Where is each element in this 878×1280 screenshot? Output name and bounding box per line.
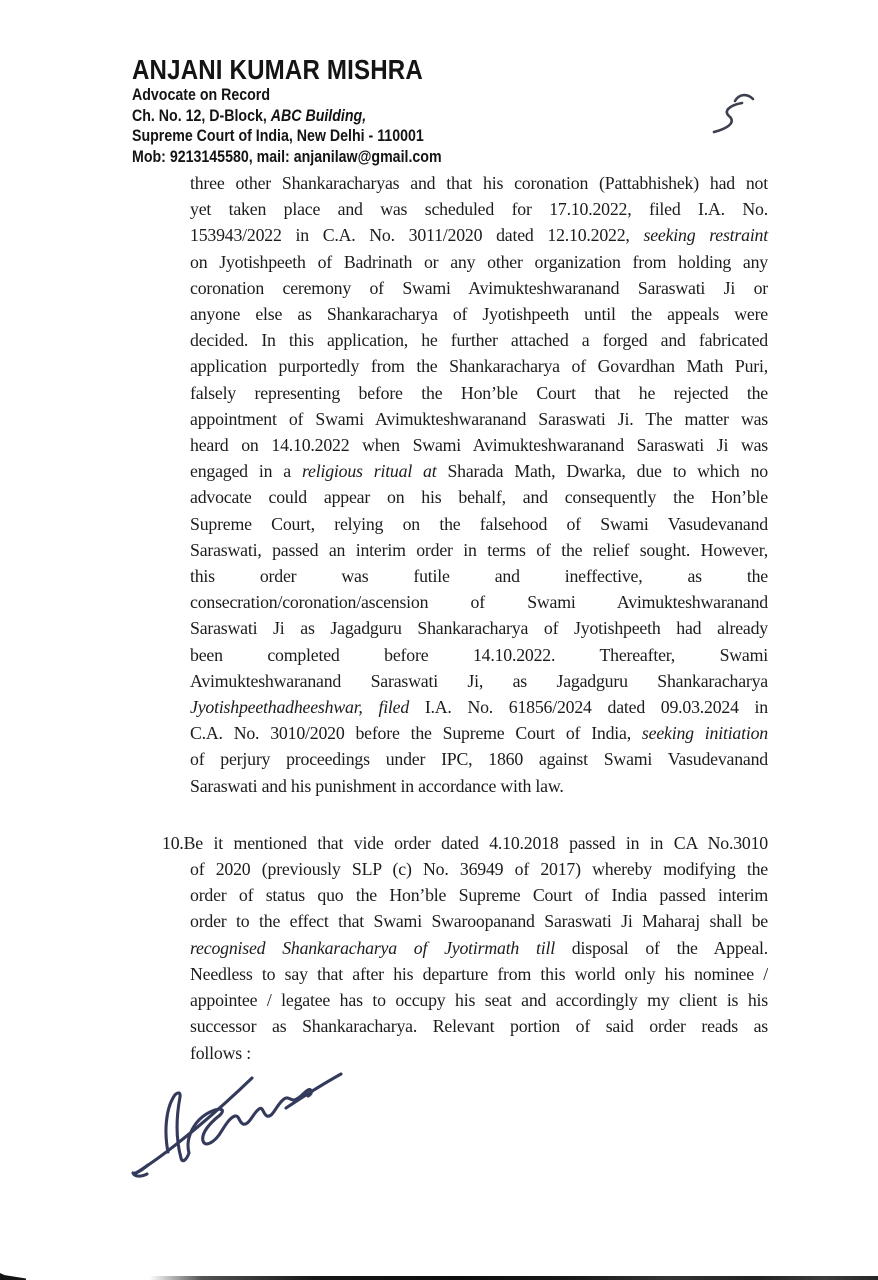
scan-edge-artifact (0, 1276, 878, 1280)
text-line: Jyotishpeethadheeshwar, filed I.A. No. 61856/2024 dated 09.03.2024 in (190, 697, 768, 718)
text-line: application purportedly from the Shankaracharya of Govardhan Math Puri, (190, 356, 768, 377)
letterhead-address-line1: Ch. No. 12, D-Block, ABC Building, (132, 106, 367, 125)
text-line: Supreme Court, relying on the falsehood of Swami Vasudevanand (190, 513, 768, 534)
text-line: advocate could appear on his behalf, and consequently the Hon’ble (190, 487, 768, 508)
text-line: 153943/2022 in C.A. No. 3011/2020 dated 12.10.2022, seeking restraint (190, 225, 768, 246)
text-line: of 2020 (previously SLP (c) No. 36949 of 2017) whereby modifying the (190, 859, 768, 880)
text-line: order to the effect that Swami Swaroopanand Saraswati Ji Maharaj shall be (190, 911, 768, 932)
text-line: C.A. No. 3010/2020 before the Supreme Court of India, seeking initiation (190, 723, 768, 744)
signature-ink (118, 1056, 363, 1191)
text-line: Saraswati and his punishment in accordance with law. (190, 775, 564, 796)
text-line: consecration/coronation/ascension of Swami Avimukteshwaranand (190, 592, 768, 613)
paragraph-continuation (190, 170, 768, 799)
text-line: been completed before 14.10.2022. Thereafter, Swami (190, 644, 768, 665)
letterhead-name: ANJANI KUMAR MISHRA (132, 54, 423, 85)
letterhead-address-line2: Supreme Court of India, New Delhi - 110001 (132, 127, 424, 146)
letterhead-contact: Mob: 9213145580, mail: anjanilaw@gmail.com (132, 147, 442, 166)
text-line: yet taken place and was scheduled for 17.10.2022, filed I.A. No. (190, 199, 768, 220)
text-line: Needless to say that after his departure from this world only his nominee / (190, 963, 768, 984)
text-line: Saraswati, passed an interim order in terms of the relief sought. However, (190, 539, 768, 560)
paragraph-item-10 (162, 830, 768, 1066)
signature-strokes (118, 1056, 363, 1186)
text-line: heard on 14.10.2022 when Swami Avimukteshwaranand Saraswati Ji was (190, 435, 768, 456)
text-line: 10.Be it mentioned that vide order dated 4.10.2018 passed in in CA No.3010 (162, 832, 768, 853)
text-line: three other Shankaracharyas and that his coronation (Pattabhishek) had not (190, 173, 768, 193)
text-line: recognised Shankaracharya of Jyotirmath till disposal of the Appeal. (190, 937, 768, 958)
text-line: engaged in a religious ritual at Sharada Math, Dwarka, due to which no (190, 461, 768, 482)
text-line: appointee / legatee has to occupy his seat and accordingly my client is his (190, 990, 768, 1011)
text-line: falsely representing before the Hon’ble Court that he rejected the (190, 382, 768, 403)
letterhead (132, 54, 492, 167)
text-line: successor as Shankaracharya. Relevant portion of said order reads as (190, 1016, 768, 1037)
text-line: this order was futile and ineffective, as the (190, 566, 768, 587)
text-line: of perjury proceedings under IPC, 1860 against Swami Vasudevanand (190, 749, 768, 770)
text-line: Saraswati Ji as Jagadguru Shankaracharya of Jyotishpeeth had already (190, 618, 768, 639)
handwritten-5-ink (692, 86, 758, 141)
text-line: Avimukteshwaranand Saraswati Ji, as Jagadguru Shankaracharya (190, 670, 768, 691)
handwritten-page-number (692, 86, 758, 146)
document-body (162, 170, 768, 1066)
text-line: anyone else as Shankaracharya of Jyotishpeeth until the appeals were (190, 304, 768, 325)
item-number: 10. (162, 832, 184, 853)
text-line: coronation ceremony of Swami Avimukteshwaranand Saraswati Ji or (190, 277, 768, 298)
text-line: appointment of Swami Avimukteshwaranand Saraswati Ji. The matter was (190, 408, 768, 429)
text-line: on Jyotishpeeth of Badrinath or any other organization from holding any (190, 251, 768, 272)
letterhead-role: Advocate on Record (132, 86, 270, 104)
text-line: follows : (190, 1042, 251, 1063)
text-line: decided. In this application, he further attached a forged and fabricated (190, 330, 768, 351)
text-line: order of status quo the Hon’ble Supreme Court of India passed interim (190, 885, 768, 906)
